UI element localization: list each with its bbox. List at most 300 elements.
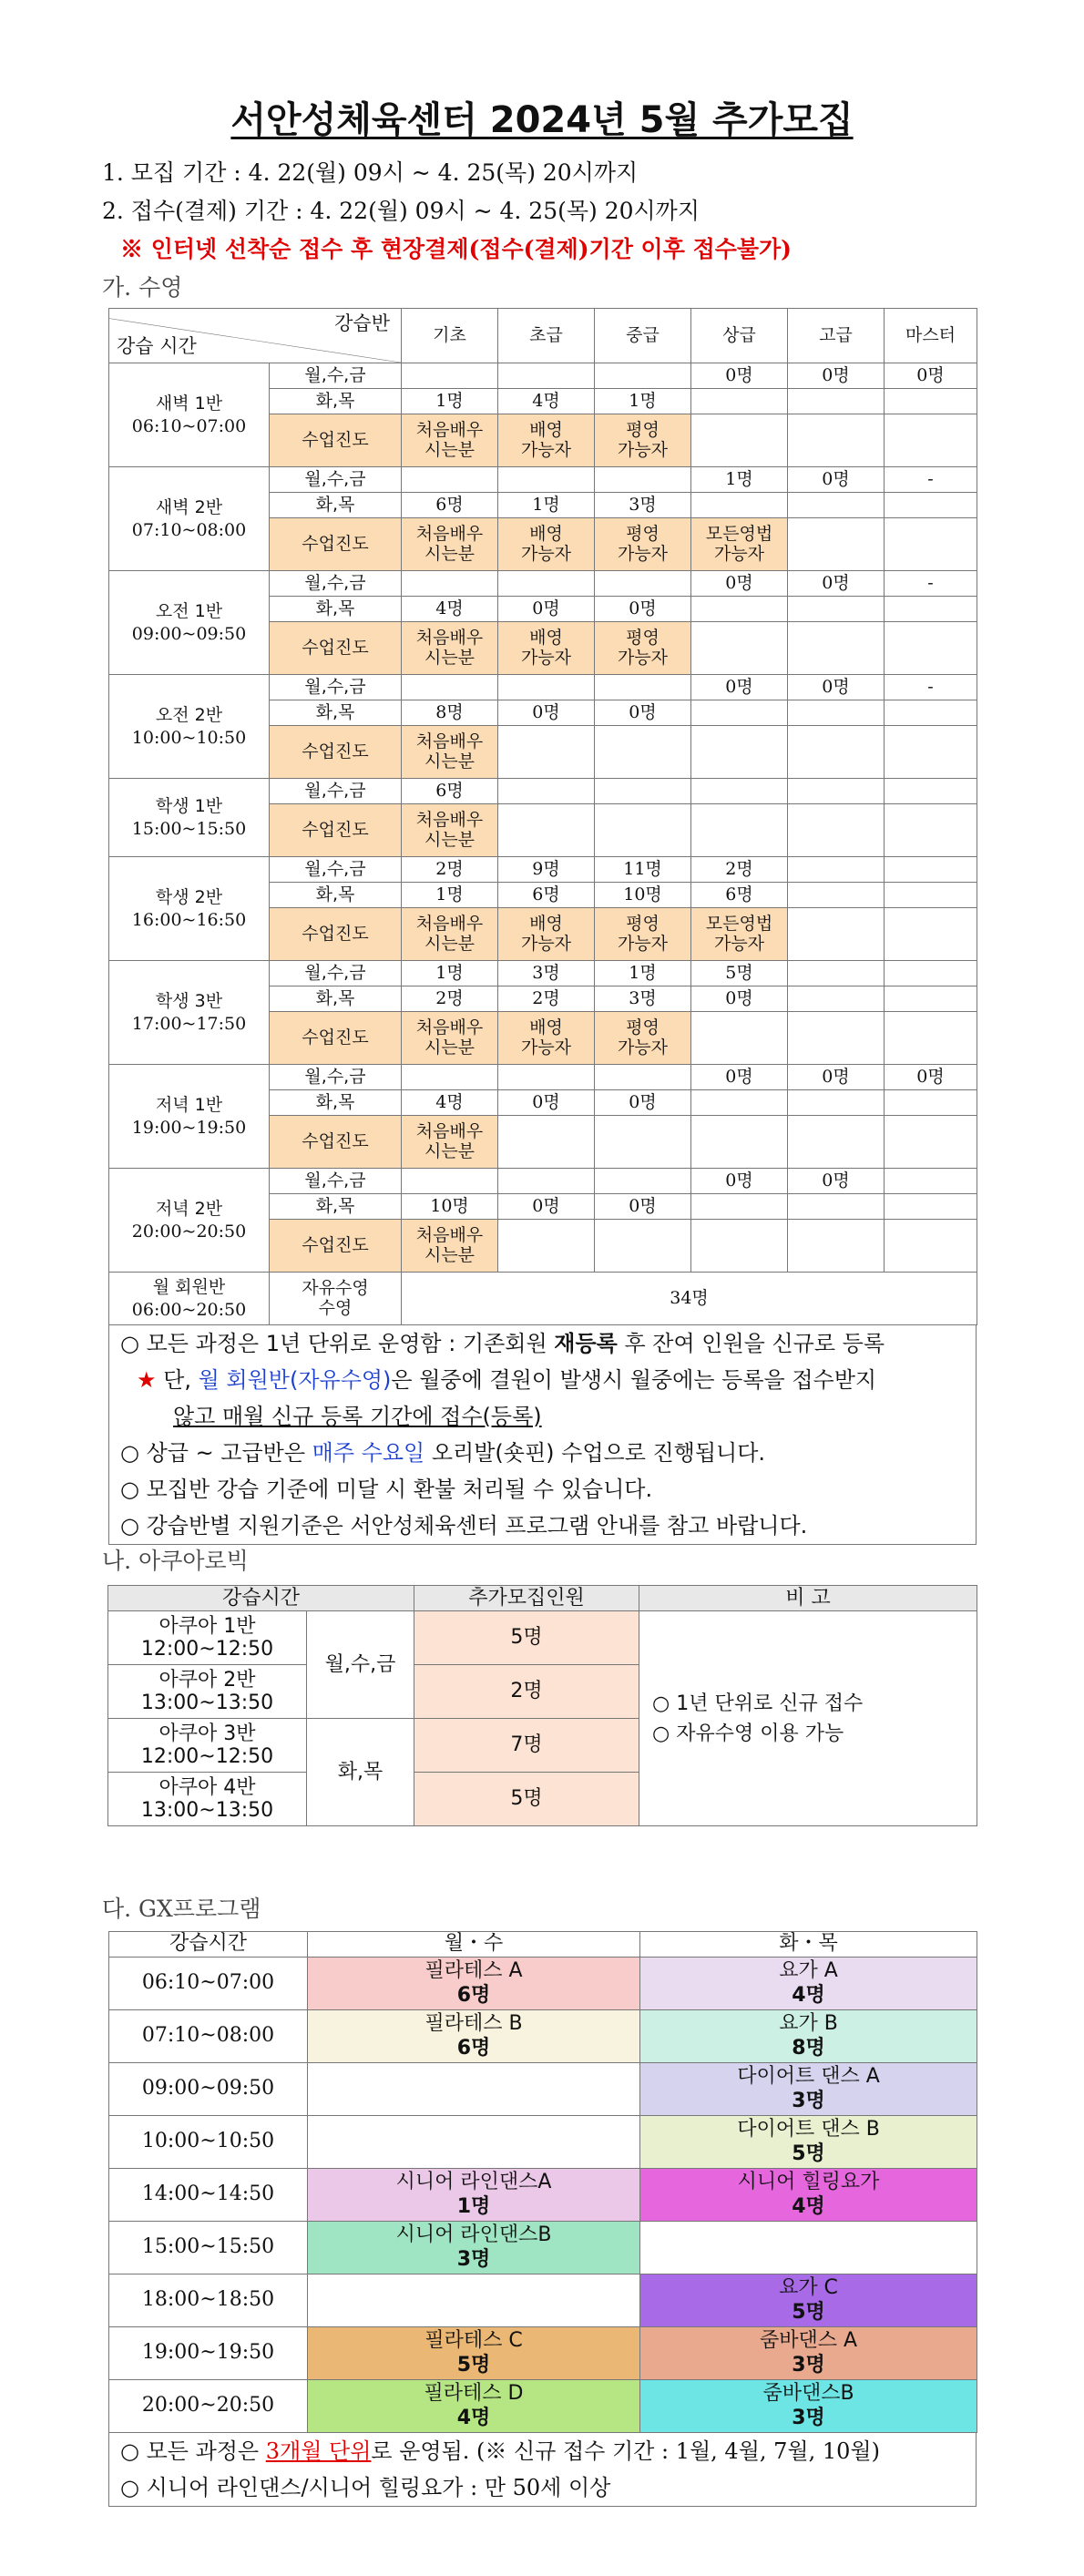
count-cell: 0명 (788, 571, 885, 597)
class-name-cell (109, 779, 270, 857)
class-time: 07:10~08:00 (131, 519, 247, 540)
empty-cell (885, 1116, 977, 1169)
count-cell (595, 1169, 691, 1194)
count-cell: - (885, 571, 977, 597)
aqua-count: 5명 (414, 1773, 639, 1826)
count-cell: 11명 (595, 857, 691, 883)
gx-program-count: 3명 (792, 2406, 825, 2429)
progress-cell: 배영 가능자 (498, 518, 595, 571)
progress-label: 수업진도 (270, 804, 402, 857)
aqua-class: 아쿠아 4반 13:00~13:50 (108, 1773, 307, 1826)
class-name-cell (109, 857, 270, 961)
aqua-days: 월,수,금 (307, 1611, 414, 1719)
class-name: 월 회원반 (152, 1276, 226, 1297)
progress-label: 수업진도 (270, 726, 402, 779)
gx-program-name: 다이어트 댄스 A (737, 2065, 880, 2089)
empty-cell (691, 1012, 788, 1065)
class-name: 학생 1반 (155, 795, 223, 816)
gx-time: 20:00~20:50 (109, 2380, 308, 2433)
day-mwf: 월,수,금 (270, 961, 402, 986)
monthly-count: 34명 (402, 1273, 977, 1325)
count-cell (885, 961, 977, 986)
level-header: 마스터 (885, 309, 977, 363)
empty-cell (788, 414, 885, 467)
count-cell: 10명 (595, 883, 691, 908)
gx-time: 19:00~19:50 (109, 2327, 308, 2380)
gx-program-cell (640, 2380, 977, 2433)
count-cell: 0명 (788, 467, 885, 493)
count-cell (595, 675, 691, 700)
empty-cell (788, 1012, 885, 1065)
progress-label: 수업진도 (270, 1220, 402, 1273)
empty-cell (885, 1012, 977, 1065)
empty-cell (788, 908, 885, 961)
empty-cell (691, 1220, 788, 1273)
gx-program-count: 6명 (456, 1983, 491, 2007)
empty-cell (788, 726, 885, 779)
count-cell: 0명 (691, 1169, 788, 1194)
count-cell (788, 700, 885, 726)
empty-cell (595, 1116, 691, 1169)
class-time: 20:00~20:50 (131, 1221, 247, 1242)
class-name-cell (109, 961, 270, 1065)
gx-program-cell (308, 2063, 640, 2116)
count-cell: 0명 (691, 986, 788, 1012)
class-name: 새벽 2반 (155, 496, 223, 517)
count-cell (402, 467, 498, 493)
count-cell: 3명 (595, 986, 691, 1012)
aqua-count: 2명 (414, 1665, 639, 1719)
count-cell (788, 389, 885, 414)
count-cell (498, 571, 595, 597)
progress-cell: 처음배우 시는분 (402, 414, 498, 467)
count-cell: - (885, 467, 977, 493)
count-cell: 0명 (788, 675, 885, 700)
gx-program-name: 필라테스 C (424, 2329, 523, 2353)
gx-time: 10:00~10:50 (109, 2116, 308, 2169)
day-mwf: 월,수,금 (270, 363, 402, 389)
progress-cell: 처음배우 시는분 (402, 804, 498, 857)
gx-program-name: 다이어트 댄스 B (737, 2118, 880, 2142)
gx-section-title: 다. GX프로그램 (102, 1896, 261, 1922)
gx-program-count: 1명 (456, 2194, 491, 2218)
class-name-cell (109, 467, 270, 571)
count-cell: 6명 (498, 883, 595, 908)
empty-cell (498, 1116, 595, 1169)
aqua-class: 아쿠아 1반 12:00~12:50 (108, 1611, 307, 1665)
count-cell (595, 779, 691, 804)
gx-program-count: 5명 (456, 2353, 491, 2377)
count-cell (691, 779, 788, 804)
page-title: 서안성체육센터 2024년 5월 추가모집 (230, 99, 854, 141)
count-cell: 0명 (498, 1090, 595, 1116)
count-cell (595, 571, 691, 597)
empty-cell (885, 1220, 977, 1273)
class-name: 오전 2반 (155, 704, 223, 725)
progress-label: 수업진도 (270, 1012, 402, 1065)
gx-program-cell (640, 2327, 977, 2380)
count-cell: 2명 (498, 986, 595, 1012)
count-cell: 8명 (402, 700, 498, 726)
count-cell: 6명 (691, 883, 788, 908)
gx-time: 07:10~08:00 (109, 2010, 308, 2063)
day-mwf: 월,수,금 (270, 467, 402, 493)
gx-note: ○ 시니어 라인댄스/시니어 힐링요가 : 만 50세 이상 (120, 2475, 611, 2500)
day-tt: 화,목 (270, 700, 402, 726)
progress-cell: 처음배우 시는분 (402, 622, 498, 675)
empty-cell (885, 622, 977, 675)
count-cell: 0명 (498, 597, 595, 622)
progress-cell: 평영 가능자 (595, 1012, 691, 1065)
gx-program-name: 시니어 라인댄스B (395, 2223, 552, 2247)
progress-cell: 배영 가능자 (498, 1012, 595, 1065)
count-cell: 2명 (691, 857, 788, 883)
progress-label: 수업진도 (270, 1116, 402, 1169)
count-cell: 0명 (691, 1065, 788, 1090)
progress-cell: 처음배우 시는분 (402, 518, 498, 571)
gx-program-cell (640, 2274, 977, 2327)
day-tt: 화,목 (270, 1194, 402, 1220)
gx-program-cell (640, 2063, 977, 2116)
gx-program-cell (308, 2327, 640, 2380)
class-name: 오전 1반 (155, 600, 223, 621)
count-cell (788, 493, 885, 518)
count-cell (498, 467, 595, 493)
aqua-class: 아쿠아 2반 13:00~13:50 (108, 1665, 307, 1719)
count-cell: 4명 (402, 1090, 498, 1116)
corner-class-label: 강습반 (334, 312, 390, 334)
class-name: 새벽 1반 (155, 393, 223, 414)
count-cell: 0명 (788, 363, 885, 389)
swim-note: ○ 상급 ~ 고급반은 매주 수요일 오리발(숏핀) 수업으로 진행됩니다. (120, 1440, 766, 1466)
count-cell: 1명 (402, 961, 498, 986)
class-time: 10:00~10:50 (131, 727, 247, 748)
count-cell (498, 779, 595, 804)
gx-time: 14:00~14:50 (109, 2169, 308, 2222)
count-cell (885, 1194, 977, 1220)
monthly-type: 자유수영 수영 (270, 1273, 402, 1325)
gx-program-cell (308, 2222, 640, 2274)
class-time: 06:10~07:00 (131, 415, 247, 436)
swim-table (108, 308, 977, 1325)
progress-cell: 모든영법 가능자 (691, 908, 788, 961)
count-cell (498, 1169, 595, 1194)
level-header: 상급 (691, 309, 788, 363)
aqua-days: 화,목 (307, 1719, 414, 1826)
count-cell (885, 1090, 977, 1116)
class-time: 16:00~16:50 (131, 909, 247, 930)
empty-cell (691, 414, 788, 467)
day-mwf: 월,수,금 (270, 1169, 402, 1194)
progress-cell: 처음배우 시는분 (402, 1220, 498, 1273)
recruit-period: 1. 모집 기간 : 4. 22(월) 09시 ~ 4. 25(목) 20시까지 (102, 159, 639, 186)
class-time: 17:00~17:50 (131, 1013, 247, 1034)
day-mwf: 월,수,금 (270, 779, 402, 804)
count-cell (691, 389, 788, 414)
gx-program-name: 필라테스 B (424, 2012, 523, 2036)
day-tt: 화,목 (270, 986, 402, 1012)
aqua-count: 5명 (414, 1611, 639, 1665)
gx-program-name: 요가 B (779, 2012, 838, 2036)
level-header: 기초 (402, 309, 498, 363)
day-tt: 화,목 (270, 1090, 402, 1116)
gx-program-count: 5명 (792, 2142, 825, 2165)
empty-cell (788, 622, 885, 675)
count-cell (498, 363, 595, 389)
aqua-header: 강습시간 (108, 1586, 414, 1611)
swim-note: ○ 강습반별 지원기준은 서안성체육센터 프로그램 안내를 참고 바랍니다. (120, 1513, 808, 1538)
progress-cell: 모든영법 가능자 (691, 518, 788, 571)
gx-program-cell (640, 1958, 977, 2010)
class-name-cell (109, 571, 270, 675)
progress-cell: 배영 가능자 (498, 908, 595, 961)
day-mwf: 월,수,금 (270, 857, 402, 883)
count-cell: 0명 (595, 1090, 691, 1116)
count-cell (885, 1169, 977, 1194)
count-cell: 0명 (595, 700, 691, 726)
count-cell (691, 493, 788, 518)
count-cell: 0명 (595, 1194, 691, 1220)
gx-header: 월・수 (308, 1932, 640, 1958)
gx-program-name: 요가 A (779, 1959, 838, 1983)
count-cell: 1명 (402, 389, 498, 414)
count-cell: 0명 (595, 597, 691, 622)
empty-cell (885, 804, 977, 857)
gx-table (108, 1931, 977, 2433)
day-tt: 화,목 (270, 597, 402, 622)
count-cell: 0명 (498, 700, 595, 726)
count-cell: 4명 (402, 597, 498, 622)
empty-cell (691, 622, 788, 675)
gx-program-count: 3명 (456, 2247, 491, 2271)
count-cell (691, 1194, 788, 1220)
gx-program-name: 시니어 힐링요가 (737, 2171, 880, 2194)
count-cell (498, 675, 595, 700)
gx-program-name: 시니어 라인댄스A (395, 2171, 552, 2194)
class-time: 15:00~15:50 (131, 818, 247, 839)
swim-note: 않고 매월 신규 등록 기간에 접수(등록) (173, 1404, 542, 1429)
swim-section-title: 가. 수영 (102, 274, 183, 301)
gx-program-count: 3명 (792, 2089, 825, 2112)
count-cell (788, 597, 885, 622)
payment-period: 2. 접수(결제) 기간 : 4. 22(월) 09시 ~ 4. 25(목) 20시까지 (102, 198, 700, 224)
count-cell (691, 700, 788, 726)
gx-header: 강습시간 (109, 1932, 308, 1958)
gx-program-count: 4명 (456, 2406, 491, 2429)
count-cell (402, 675, 498, 700)
count-cell (788, 857, 885, 883)
empty-cell (595, 726, 691, 779)
swim-note: ○ 모집반 강습 기준에 미달 시 환불 처리될 수 있습니다. (120, 1477, 653, 1502)
gx-program-cell (308, 2380, 640, 2433)
aqua-header: 비 고 (639, 1586, 977, 1611)
count-cell: 10명 (402, 1194, 498, 1220)
gx-time: 18:00~18:50 (109, 2274, 308, 2327)
count-cell (885, 700, 977, 726)
gx-program-count: 6명 (456, 2036, 491, 2060)
class-name: 학생 2반 (155, 886, 223, 907)
class-time: 19:00~19:50 (131, 1117, 247, 1138)
aqua-count: 7명 (414, 1719, 639, 1773)
aqua-section-title: 나. 아쿠아로빅 (102, 1548, 249, 1574)
gx-time: 15:00~15:50 (109, 2222, 308, 2274)
count-cell: 1명 (691, 467, 788, 493)
empty-cell (691, 1116, 788, 1169)
level-header: 고급 (788, 309, 885, 363)
class-time: 09:00~09:50 (131, 623, 247, 644)
swim-corner-header (109, 309, 402, 363)
count-cell: 0명 (788, 1065, 885, 1090)
gx-program-name: 필라테스 A (424, 1959, 523, 1983)
count-cell: - (885, 675, 977, 700)
count-cell: 0명 (788, 1169, 885, 1194)
gx-program-cell (640, 2010, 977, 2063)
gx-program-cell (308, 2116, 640, 2169)
day-mwf: 월,수,금 (270, 1065, 402, 1090)
count-cell (885, 779, 977, 804)
count-cell: 0명 (498, 1194, 595, 1220)
gx-program-count: 5명 (792, 2300, 825, 2324)
class-name-cell (109, 363, 270, 467)
count-cell (885, 389, 977, 414)
gx-notes (108, 2433, 977, 2507)
progress-label: 수업진도 (270, 518, 402, 571)
day-mwf: 월,수,금 (270, 675, 402, 700)
count-cell (595, 467, 691, 493)
gx-program-name: 필라테스 D (424, 2382, 524, 2406)
aqua-remarks: ○ 1년 단위로 신규 접수 ○ 자유수영 이용 가능 (639, 1611, 977, 1826)
progress-cell: 처음배우 시는분 (402, 1012, 498, 1065)
class-name-cell (109, 675, 270, 779)
count-cell (691, 1090, 788, 1116)
count-cell: 1명 (498, 493, 595, 518)
level-header: 초급 (498, 309, 595, 363)
count-cell (788, 883, 885, 908)
class-name: 저녁 2반 (155, 1198, 223, 1219)
empty-cell (788, 518, 885, 571)
empty-cell (691, 726, 788, 779)
class-time: 06:00~20:50 (131, 1299, 247, 1320)
progress-cell: 처음배우 시는분 (402, 1116, 498, 1169)
gx-program-count: 3명 (792, 2353, 825, 2377)
count-cell: 3명 (498, 961, 595, 986)
count-cell (788, 779, 885, 804)
count-cell: 1명 (595, 961, 691, 986)
day-tt: 화,목 (270, 493, 402, 518)
empty-cell (788, 1220, 885, 1273)
count-cell (885, 883, 977, 908)
count-cell (595, 1065, 691, 1090)
gx-program-count: 8명 (792, 2036, 825, 2060)
empty-cell (885, 518, 977, 571)
count-cell (885, 597, 977, 622)
count-cell (402, 1065, 498, 1090)
aqua-class: 아쿠아 3반 12:00~12:50 (108, 1719, 307, 1773)
count-cell: 6명 (402, 779, 498, 804)
gx-program-name: 줌바댄스B (762, 2382, 854, 2406)
progress-cell: 평영 가능자 (595, 518, 691, 571)
empty-cell (498, 1220, 595, 1273)
aqua-header: 추가모집인원 (414, 1586, 639, 1611)
class-name: 저녁 1반 (155, 1094, 223, 1115)
day-tt: 화,목 (270, 389, 402, 414)
progress-label: 수업진도 (270, 414, 402, 467)
swim-note: ★ 단, 월 회원반(자유수영)은 월중에 결원이 발생시 월중에는 등록을 접수받지 (137, 1367, 877, 1393)
progress-cell: 처음배우 시는분 (402, 726, 498, 779)
count-cell (788, 1194, 885, 1220)
empty-cell (788, 1116, 885, 1169)
count-cell: 0명 (885, 1065, 977, 1090)
count-cell: 3명 (595, 493, 691, 518)
class-name-cell (109, 1169, 270, 1273)
count-cell (788, 986, 885, 1012)
swim-note: ○ 모든 과정은 1년 단위로 운영함 : 기존회원 재등록 후 잔여 인원을 신규로 등록 (120, 1331, 885, 1356)
gx-time: 09:00~09:50 (109, 2063, 308, 2116)
count-cell: 1명 (595, 389, 691, 414)
gx-program-cell (640, 2222, 977, 2274)
progress-cell: 배영 가능자 (498, 414, 595, 467)
empty-cell (788, 804, 885, 857)
count-cell (788, 1090, 885, 1116)
notice-warning: ※ 인터넷 선착순 접수 후 현장결제(접수(결제)기간 이후 접수불가) (120, 236, 792, 262)
count-cell: 2명 (402, 986, 498, 1012)
empty-cell (498, 804, 595, 857)
count-cell (402, 363, 498, 389)
gx-program-cell (308, 2169, 640, 2222)
progress-cell: 평영 가능자 (595, 414, 691, 467)
progress-cell: 배영 가능자 (498, 622, 595, 675)
count-cell: 5명 (691, 961, 788, 986)
gx-program-name: 줌바댄스 A (759, 2329, 858, 2353)
count-cell (402, 1169, 498, 1194)
empty-cell (595, 1220, 691, 1273)
level-header: 중급 (595, 309, 691, 363)
gx-program-count: 4명 (792, 1983, 825, 2007)
gx-header: 화・목 (640, 1932, 977, 1958)
gx-program-cell (640, 2116, 977, 2169)
class-name: 학생 3반 (155, 990, 223, 1011)
count-cell: 0명 (691, 675, 788, 700)
swim-notes (108, 1325, 977, 1545)
monthly-class-cell (109, 1273, 270, 1325)
count-cell: 6명 (402, 493, 498, 518)
empty-cell (595, 804, 691, 857)
count-cell (691, 597, 788, 622)
gx-program-cell (308, 2010, 640, 2063)
count-cell: 9명 (498, 857, 595, 883)
empty-cell (885, 414, 977, 467)
count-cell (885, 986, 977, 1012)
gx-program-name: 요가 C (779, 2276, 838, 2300)
count-cell (885, 493, 977, 518)
gx-program-cell (308, 1958, 640, 2010)
aqua-table (107, 1585, 977, 1826)
class-name-cell (109, 1065, 270, 1169)
day-mwf: 월,수,금 (270, 571, 402, 597)
progress-label: 수업진도 (270, 908, 402, 961)
count-cell: 2명 (402, 857, 498, 883)
day-tt: 화,목 (270, 883, 402, 908)
progress-cell: 평영 가능자 (595, 908, 691, 961)
empty-cell (498, 726, 595, 779)
gx-program-count: 4명 (792, 2194, 825, 2218)
count-cell (498, 1065, 595, 1090)
gx-time: 06:10~07:00 (109, 1958, 308, 2010)
count-cell: 1명 (402, 883, 498, 908)
progress-label: 수업진도 (270, 622, 402, 675)
count-cell: 4명 (498, 389, 595, 414)
count-cell: 0명 (885, 363, 977, 389)
